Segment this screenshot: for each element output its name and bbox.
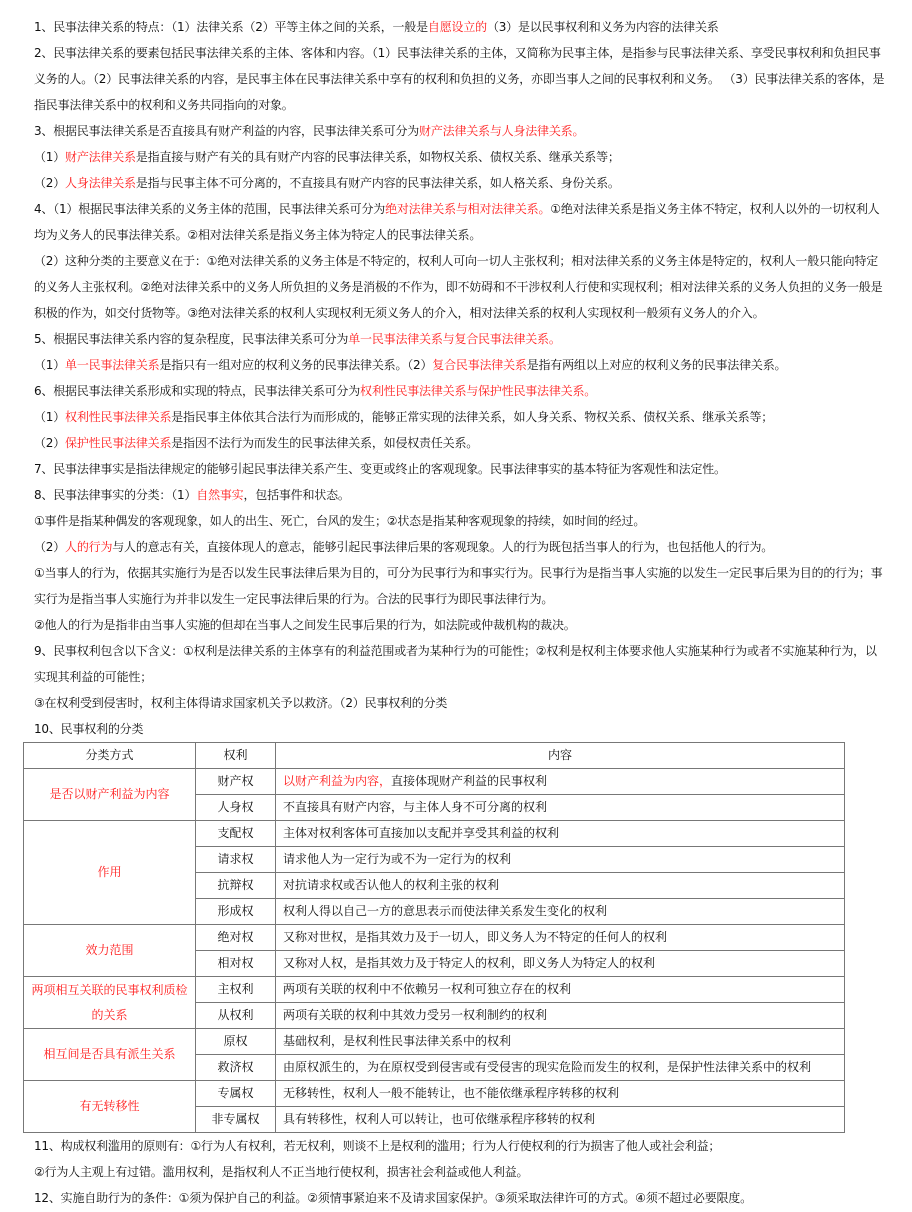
table-header-row — [24, 743, 845, 769]
category-cell: 有无转移性 — [24, 1081, 196, 1133]
right-name-cell: 主权利 — [196, 977, 276, 1003]
paragraph-text: 是指直接与财产有关的具有财产内容的民事法律关系，如物权关系、债权关系、继承关系等； — [135, 150, 620, 164]
paragraph-text: ②行为人主观上有过错。滥用权利，是指权利人不正当地行使权利，损害社会利益或他人利益。 — [34, 1165, 529, 1179]
paragraph-text: 12、实施自助行为的条件：①须为保护自己的利益。②须情事紧迫来不及请求国家保护。③须采取法律许可的方式。④须不超过必要限度。 — [34, 1191, 752, 1205]
highlighted-term: 单一民事法律关系 — [65, 358, 160, 372]
header-right: 权利 — [196, 743, 276, 769]
content-cell — [276, 899, 845, 925]
paragraph-text: 是指民事主体依其合法行为而形成的，能够正常实现的法律关系，如人身关系、物权关系、债权关系、继承关系等； — [171, 410, 774, 424]
paragraph — [34, 1159, 886, 1185]
paragraph-text: 2、民事法律关系的要素包括民事法律关系的主体、客体和内容。（1）民事法律关系的主体，又简称为民事主体，是指参与民事法律关系、享受民事权利和负担民事义务的人。（2）民事法律关系的内容，是民事主体在民事法律关系中享有的权利和负担的义务，亦即当事人之间的民事权利和义务。 （3）民事法律关系的客体，是指民事法律关系中的权利和义务共同指向的对象。 — [34, 46, 885, 112]
content-text: 对抗请求权或否认他人的权利主张的权利 — [283, 878, 500, 892]
paragraph — [34, 404, 886, 430]
paragraph — [34, 482, 886, 508]
highlighted-term: 保护性民事法律关系 — [65, 436, 172, 450]
paragraph — [34, 14, 886, 40]
paragraph — [34, 378, 886, 404]
paragraph — [34, 456, 886, 482]
paragraph-text: 4、（1）根据民事法律关系的义务主体的范围，民事法律关系可分为 — [34, 202, 386, 216]
paragraph-text: 与人的意志有关，直接体现人的意志，能够引起民事法律后果的客观现象。人的行为既包括当事人的行为，也包括他人的行为。 — [112, 540, 774, 554]
paragraph — [34, 534, 886, 560]
content-text: 又称对世权，是指其效力及于一切人，即义务人为不特定的任何人的权利 — [283, 930, 668, 944]
right-name-cell: 支配权 — [196, 821, 276, 847]
content-text: 直接体现财产利益的民事权利 — [391, 774, 548, 788]
content-cell — [276, 977, 845, 1003]
highlighted-term: 财产法律关系与人身法律关系。 — [419, 124, 585, 138]
paragraph-text: ③在权利受到侵害时，权利主体得请求国家机关予以救济。（2）民事权利的分类 — [34, 696, 448, 710]
table-row — [24, 769, 845, 795]
highlighted-term: 自愿设立的 — [427, 20, 487, 34]
paragraph-text: 3、根据民事法律关系是否直接具有财产利益的内容，民事法律关系可分为 — [34, 124, 420, 138]
right-name-cell: 原权 — [196, 1029, 276, 1055]
highlighted-term: 复合民事法律关系 — [432, 358, 527, 372]
category-cell: 是否以财产利益为内容 — [24, 769, 196, 821]
highlighted-term: 人的行为 — [65, 540, 113, 554]
paragraph — [34, 144, 886, 170]
right-name-cell: 形成权 — [196, 899, 276, 925]
highlighted-term: 人身法律关系 — [65, 176, 136, 190]
paragraph-text: （1） — [34, 150, 66, 164]
content-text: 两项有关联的权利中不依赖另一权利可独立存在的权利 — [283, 982, 572, 996]
paragraph — [34, 248, 886, 326]
content-text: 权利人得以自己一方的意思表示而使法律关系发生变化的权利 — [283, 904, 608, 918]
paragraph — [34, 690, 886, 716]
paragraph — [34, 118, 886, 144]
content-text: 主体对权利客体可直接加以支配并享受其利益的权利 — [283, 826, 560, 840]
right-name-cell: 人身权 — [196, 795, 276, 821]
paragraph-text: 9、民事权利包含以下含义：①权利是法律关系的主体享有的利益范围或者为某种行为的可能性；②权利是权利主体要求他人实施某种行为或者不实施某种行为，以实现其利益的可能性； — [34, 644, 877, 684]
right-name-cell: 财产权 — [196, 769, 276, 795]
content-text: 请求他人为一定行为或不为一定行为的权利 — [283, 852, 512, 866]
category-cell: 两项相互关联的民事权利质检的关系 — [24, 977, 196, 1029]
highlighted-term: 权利性民事法律关系 — [65, 410, 172, 424]
content-cell — [276, 1107, 845, 1133]
content-cell — [276, 1003, 845, 1029]
paragraph-text: （1） — [34, 358, 66, 372]
content-text: 又称对人权，是指其效力及于特定人的权利，即义务人为特定人的权利 — [283, 956, 656, 970]
highlighted-term: 权利性民事法律关系与保护性民事法律关系。 — [360, 384, 597, 398]
content-text: 由原权派生的，为在原权受到侵害或有受侵害的现实危险而发生的权利，是保护性法律关系中的权利 — [283, 1060, 812, 1074]
header-category: 分类方式 — [24, 743, 196, 769]
paragraph-text: 10、民事权利的分类 — [34, 722, 144, 736]
right-name-cell: 相对权 — [196, 951, 276, 977]
paragraph-text: （2） — [34, 176, 66, 190]
content-text: 两项有关联的权利中其效力受另一权利制约的权利 — [283, 1008, 548, 1022]
paragraph — [34, 638, 886, 690]
paragraph-text: ，包括事件和状态。 — [243, 488, 350, 502]
content-text: 具有转移性，权利人可以转让，也可依继承程序移转的权利 — [283, 1112, 596, 1126]
content-text: 不直接具有财产内容，与主体人身不可分离的权利 — [283, 800, 548, 814]
closing-paragraphs-section — [34, 1133, 886, 1211]
content-text: 无移转性，权利人一般不能转让，也不能依继承程序转移的权利 — [283, 1086, 620, 1100]
paragraph-text: ②他人的行为是指非由当事人实施的但却在当事人之间发生民事后果的行为，如法院或仲裁机构的裁决。 — [34, 618, 576, 632]
right-name-cell: 救济权 — [196, 1055, 276, 1081]
paragraph — [34, 1133, 886, 1159]
paragraph-text: ①当事人的行为，依据其实施行为是否以发生民事法律后果为目的，可分为民事行为和事实行为。民事行为是指当事人实施的以发生一定民事后果为目的的行为；事实行为是指当事人实施行为并非以发生一定民事法律后果的行为。合法的民事行为即民事法律行为。 — [34, 566, 883, 606]
paragraph — [34, 716, 886, 742]
paragraph — [34, 40, 886, 118]
paragraph — [34, 196, 886, 248]
paragraph-text: ①事件是指某种偶发的客观现象，如人的出生、死亡，台风的发生；②状态是指某种客观现象的持续，如时间的经过。 — [34, 514, 646, 528]
paragraph — [34, 170, 886, 196]
paragraph-text: （2） — [34, 540, 66, 554]
paragraph-text: （1） — [34, 410, 66, 424]
highlighted-term: 绝对法律关系与相对法律关系。 — [385, 202, 551, 216]
paragraph-text: （3）是以民事权利和义务为内容的法律关系 — [486, 20, 719, 34]
right-name-cell: 抗辩权 — [196, 873, 276, 899]
paragraph — [34, 560, 886, 612]
right-name-cell: 绝对权 — [196, 925, 276, 951]
right-name-cell: 非专属权 — [196, 1107, 276, 1133]
paragraph-text: 6、根据民事法律关系形成和实现的特点，民事法律关系可分为 — [34, 384, 361, 398]
content-cell — [276, 951, 845, 977]
paragraph-text: 是指因不法行为而发生的民事法律关系，如侵权责任关系。 — [171, 436, 479, 450]
right-name-cell: 从权利 — [196, 1003, 276, 1029]
paragraph-text: （2）这种分类的主要意义在于：①绝对法律关系的义务主体是不特定的，权利人可向一切人主张权利；相对法律关系的义务主体是特定的，权利人一般只能向特定的义务人主张权利。②绝对法律关系中的义务人所负担的义务是消极的不作为，即不妨碍和不干涉权利人行使和实现权利；相对法律关系的义务人负担的义务一般是积极的作为，如交付货物等。③绝对法律关系的权利人实现权利无须义务人的介入，相对法律关系的权利人实现权利一般须有义务人的介入。 — [34, 254, 883, 320]
right-name-cell: 专属权 — [196, 1081, 276, 1107]
content-cell — [276, 925, 845, 951]
table-row — [24, 1081, 845, 1107]
paragraph — [34, 508, 886, 534]
paragraphs-section — [34, 14, 886, 742]
paragraph-text: 是指只有一组对应的权利义务的民事法律关系。（2） — [159, 358, 433, 372]
highlighted-term: 单一民事法律关系与复合民事法律关系。 — [348, 332, 561, 346]
paragraph — [34, 430, 886, 456]
paragraph — [34, 612, 886, 638]
category-cell: 效力范围 — [24, 925, 196, 977]
paragraph — [34, 352, 886, 378]
paragraph — [34, 326, 886, 352]
paragraph — [34, 1185, 886, 1211]
content-cell — [276, 795, 845, 821]
highlighted-term: 财产法律关系 — [65, 150, 136, 164]
content-cell — [276, 1055, 845, 1081]
table-row — [24, 1029, 845, 1055]
right-name-cell: 请求权 — [196, 847, 276, 873]
paragraph-text: ①绝对法律关系是指义务主体不特定，权利人以外的一切权利人均为义务人的民事法律关系。②相对法律关系是指义务主体为特定人的民事法律关系。 — [34, 202, 880, 242]
table-row — [24, 977, 845, 1003]
paragraph-text: 11、构成权利滥用的原则有：①行为人有权利，若无权利，则谈不上是权利的滥用；行为人行使权利的行为损害了他人或社会利益； — [34, 1139, 721, 1153]
content-cell — [276, 873, 845, 899]
content-cell — [276, 769, 845, 795]
paragraph-text: 7、民事法律事实是指法律规定的能够引起民事法律关系产生、变更或终止的客观现象。民事法律事实的基本特征为客观性和法定性。 — [34, 462, 726, 476]
header-content: 内容 — [276, 743, 845, 769]
content-cell — [276, 847, 845, 873]
highlighted-term: 以财产利益为内容， — [283, 774, 392, 788]
paragraph-text: （2） — [34, 436, 66, 450]
content-text: 基础权利，是权利性民事法律关系中的权利 — [283, 1034, 512, 1048]
content-cell — [276, 821, 845, 847]
paragraph-text: 5、根据民事法律关系内容的复杂程度，民事法律关系可分为 — [34, 332, 349, 346]
content-cell — [276, 1081, 845, 1107]
paragraph-text: 是指与民事主体不可分离的，不直接具有财产内容的民事法律关系，如人格关系、身份关系。 — [135, 176, 620, 190]
highlighted-term: 自然事实 — [196, 488, 244, 502]
table-row — [24, 821, 845, 847]
category-cell: 相互间是否具有派生关系 — [24, 1029, 196, 1081]
rights-classification-table — [23, 742, 845, 1133]
paragraph-text: 8、民事法律事实的分类：（1） — [34, 488, 197, 502]
table-row — [24, 925, 845, 951]
paragraph-text: 1、民事法律关系的特点：（1）法律关系（2）平等主体之间的关系，一般是 — [34, 20, 428, 34]
category-cell: 作用 — [24, 821, 196, 925]
paragraph-text: 是指有两组以上对应的权利义务的民事法律关系。 — [526, 358, 787, 372]
content-cell — [276, 1029, 845, 1055]
